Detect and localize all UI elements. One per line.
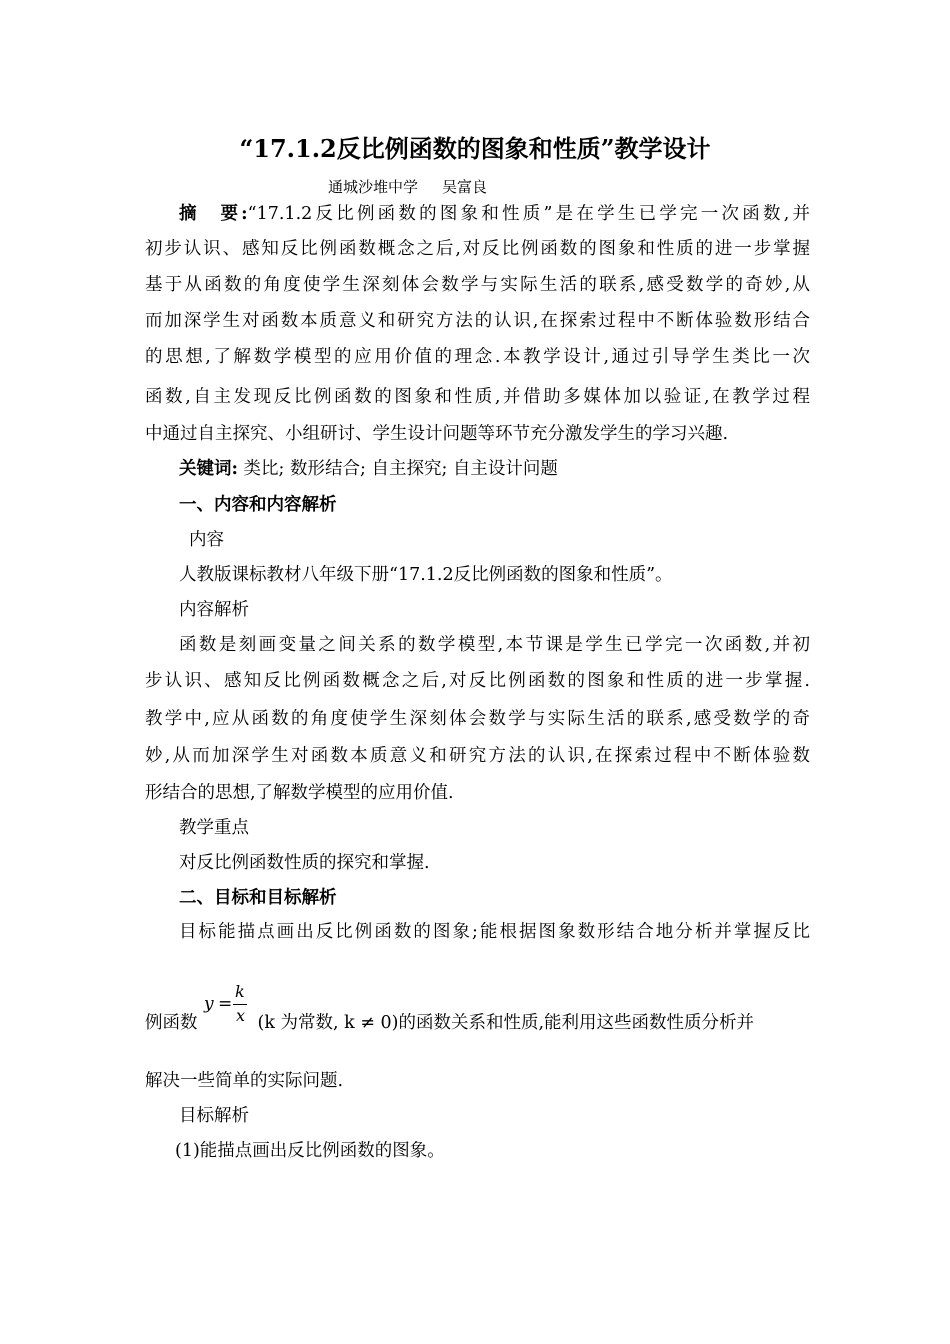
section1-heading: 一、内容和内容解析: [179, 495, 337, 515]
abstract-line-6: 函数,自主发现反比例函数的图象和性质,并借助多媒体加以验证,在教学过程: [145, 387, 810, 407]
abstract-line-4: 而加深学生对函数本质意义和研究方法的认识,在探索过程中不断体验数形结合: [145, 311, 810, 331]
analysis-line-2: 步认识、感知反比例函数概念之后,对反比例函数的图象和性质的进一步掌握.: [145, 671, 810, 691]
abstract-line-7: 中通过自主探究、小组研讨、学生设计问题等环节充分激发学生的学习兴趣.: [145, 424, 729, 444]
content-label: 内容: [189, 530, 224, 550]
abstract-label: 摘 要:: [179, 204, 248, 224]
abstract-line-3: 基于从函数的角度使学生深刻体会数学与实际生活的联系,感受数学的奇妙,从: [145, 275, 810, 295]
analysis-line-3: 教学中,应从函数的角度使学生深刻体会数学与实际生活的联系,感受数学的奇: [145, 709, 810, 729]
goal-line-3: 解决一些简单的实际问题.: [145, 1071, 344, 1091]
keywords-label: 关键词:: [179, 459, 238, 479]
formula-numerator: k: [235, 982, 245, 1001]
fraction-bar: [233, 1004, 247, 1005]
abstract-line-5: 的思想,了解数学模型的应用价值的理念.本教学设计,通过引导学生类比一次: [145, 347, 810, 367]
document-title: “17.1.2反比例函数的图象和性质”教学设计: [239, 134, 711, 163]
formula-denominator: x: [236, 1006, 246, 1025]
content-analysis-label: 内容解析: [179, 600, 249, 620]
author-line: [328, 176, 487, 198]
analysis-line-5: 形结合的思想,了解数学模型的应用价值.: [145, 783, 454, 803]
teaching-focus-label: 教学重点: [179, 818, 249, 838]
keywords-line: [145, 456, 810, 482]
content-text: 人教版课标教材八年级下册“17.1.2反比例函数的图象和性质”。: [179, 565, 673, 585]
goal-analysis-label: 目标解析: [179, 1106, 249, 1126]
goal-analysis-item-1: (1)能描点画出反比例函数的图象。: [175, 1141, 445, 1161]
teaching-focus-text: 对反比例函数性质的探究和掌握.: [179, 853, 430, 873]
abstract-line-1: [145, 201, 810, 227]
abstract-text-1: “17.1.2反比例函数的图象和性质”是在学生已学完一次函数,并: [247, 204, 810, 224]
author-name: 吴富良: [442, 178, 488, 196]
goal-line-2-prefix: 例函数: [145, 1013, 198, 1033]
formula-y: y: [204, 994, 214, 1014]
inverse-proportion-formula: [200, 982, 260, 1032]
formula-equals: =: [218, 994, 233, 1014]
analysis-line-1: 函数是刻画变量之间关系的数学模型,本节课是学生已学完一次函数,并初: [179, 635, 810, 655]
goal-line-1: 目标能描点画出反比例函数的图象;能根据图象数形结合地分析并掌握反比: [179, 922, 810, 942]
author-school: 通城沙堆中学: [328, 178, 419, 196]
goal-line-2-suffix: (k 为常数, k ≠ 0)的函数关系和性质,能利用这些函数性质分析并: [257, 1013, 755, 1033]
abstract-line-2: 初步认识、感知反比例函数概念之后,对反比例函数的图象和性质的进一步掌握: [145, 239, 810, 259]
section2-heading: 二、目标和目标解析: [179, 888, 337, 908]
analysis-line-4: 妙,从而加深学生对函数本质意义和研究方法的认识,在探索过程中不断体验数: [145, 746, 810, 766]
keywords-text: 类比; 数形结合; 自主探究; 自主设计问题: [243, 459, 558, 479]
